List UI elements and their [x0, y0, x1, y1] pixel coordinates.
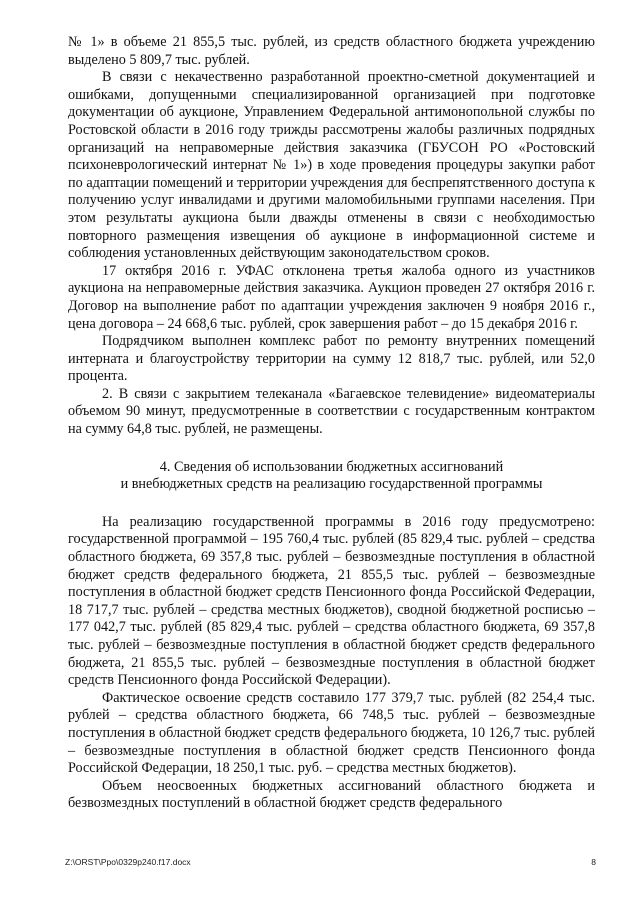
paragraph-continuation: № 1» в объеме 21 855,5 тыс. рублей, из средств областного бюджета учреждению выделено 5 809,7 тыс. рублей.	[68, 34, 595, 68]
spacer	[68, 494, 595, 514]
paragraph-program-funding: На реализацию государственной программы в 2016 году предусмотрено: государственной программой – 195 760,4 тыс. рублей (85 829,4 тыс. рублей – средства областного бюджета, 69 357,8 тыс. рублей – безвозмездные поступления в областной бюджет средств федерального бюджета, 21 855,5 тыс. рублей – безвозмездные поступления в областной бюджет средств Пенсионного фонда Российской Федерации, 18 717,7 тыс. рублей – средства местных бюджетов), сводной бюджетной росписью – 177 042,7 тыс. рублей (85 829,4 тыс. рублей – средства областного бюджета, 69 357,8 тыс. рублей – безвозмездные поступления в областной бюджет средств федерального бюджета, 21 855,5 тыс. рублей – безвозмездные поступления в областной бюджет средств Пенсионного фонда Российской Федерации).	[68, 513, 595, 689]
spacer	[68, 439, 595, 459]
page-footer	[65, 857, 596, 867]
paragraph-contractor-works: Подрядчиком выполнен комплекс работ по ремонту внутренних помещений интерната и благоустройству территории на сумму 12 818,7 тыс. рублей, или 52,0 процента.	[68, 333, 595, 385]
footer-page-number: 8	[591, 857, 596, 867]
paragraph-fas-complaints: В связи с некачественно разработанной проектно-сметной документацией и ошибками, допущенными специализированной организацией при подготовке документации об аукционе, Управлением Федеральной антимонопольной службы по Ростовской области в 2016 году трижды рассмотрены жалобы различных подрядных организаций на неправомерные действия заказчика (ГБУСОН РО «Ростовский психоневрологический интернат № 1») в ходе проведения процедуры закупки работ по адаптации помещений и территории учреждения для беспрепятственного доступа к получению услуг инвалидами и другими маломобильными группами населения. При этом результаты аукциона были дважды отменены в связи с необходимостью повторного размещения извещения об аукционе в информационной системе и соблюдения установленных действующим законодательством сроков.	[68, 69, 595, 262]
paragraph-tv-channel: 2. В связи с закрытием телеканала «Багаевское телевидение» видеоматериалы объемом 90 минут, предусмотренные в соответствии с государственным контрактом на сумму 64,8 тыс. рублей, не размещены.	[68, 385, 595, 438]
paragraph-unspent-allocations: Объем неосвоенных бюджетных ассигнований областного бюджета и безвозмездных поступлений в областной бюджет средств федерального	[68, 777, 595, 812]
footer-file-path: Z:\ORST\Ppo\0329p240.f17.docx	[65, 857, 191, 867]
document-body	[68, 34, 595, 813]
section-heading-line-2: и внебюджетных средств на реализацию государственной программы	[120, 476, 543, 493]
section-heading-line-1: 4. Сведения об использовании бюджетных ассигнований	[159, 458, 504, 475]
paragraph-actual-spending: Фактическое освоение средств составило 177 379,7 тыс. рублей (82 254,4 тыс. рублей – средства областного бюджета, 66 748,5 тыс. рублей – безвозмездные поступления в областной бюджет средств федерального бюджета, 10 126,7 тыс. рублей – безвозмездные поступления в областной бюджет средств Пенсионного фонда Российской Федерации, 18 250,1 тыс. руб. – средства местных бюджетов).	[68, 689, 595, 777]
paragraph-auction: 17 октября 2016 г. УФАС отклонена третья жалоба одного из участников аукциона на неправомерные действия заказчика. Аукцион проведен 27 октября 2016 г. Договор на выполнение работ по адаптации учреждения заключен 9 ноября 2016 г., цена договора – 24 668,6 тыс. рублей, срок завершения работ – до 15 декабря 2016 г.	[68, 262, 595, 332]
